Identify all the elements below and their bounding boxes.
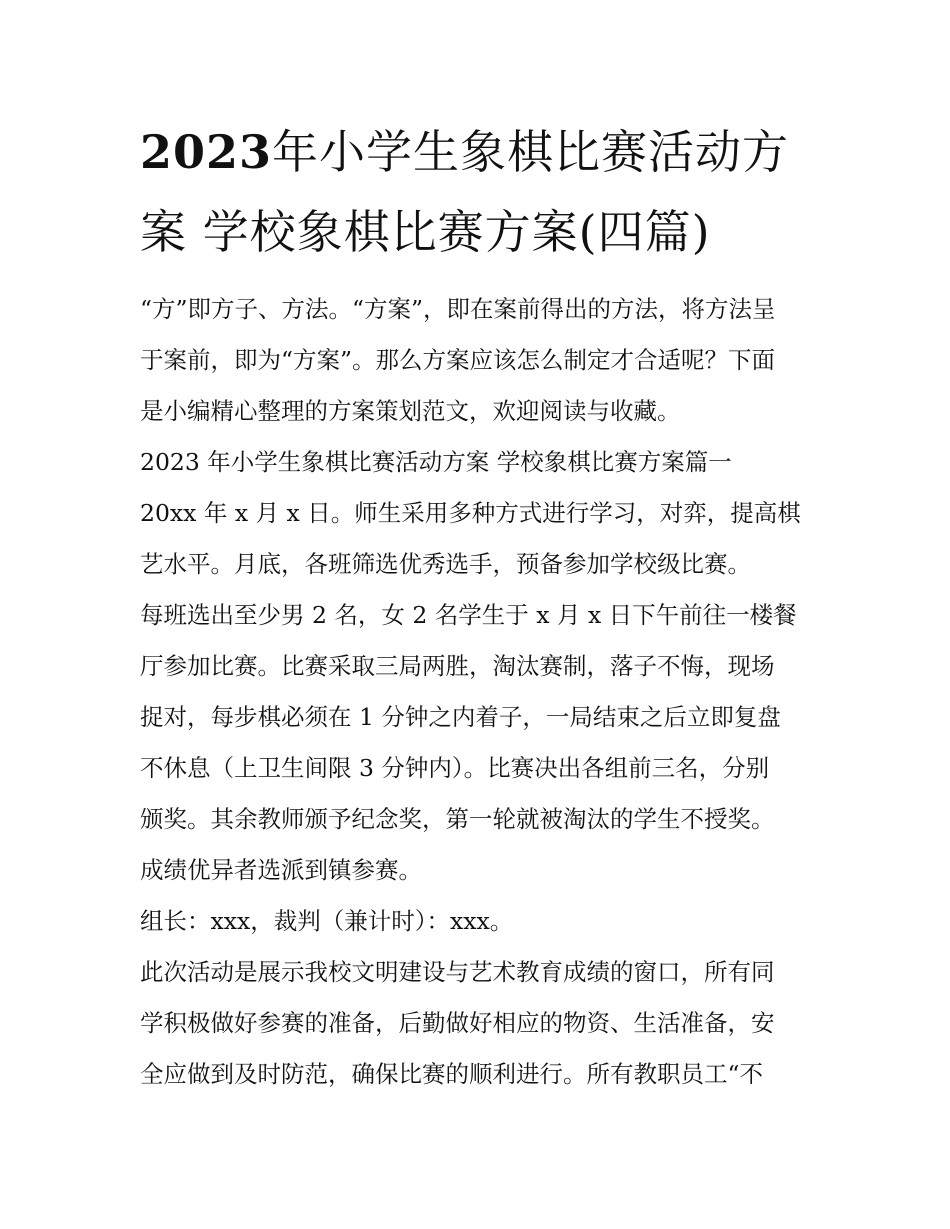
body-line-10: 不休息（上卫生间限 3 分钟内）。比赛决出各组前三名，分别 (140, 754, 770, 782)
body-line-13: 组长：xxx，裁判（兼计时）：xxx。 (140, 907, 514, 935)
body-line-14: 此次活动是展示我校文明建设与艺术教育成绩的窗口，所有同 (140, 958, 775, 986)
body-line-9: 捉对，每步棋必须在 1 分钟之内着子，一局结束之后立即复盘 (140, 703, 781, 731)
body-line-11: 颁奖。其余教师颁予纪念奖，第一轮就被淘汰的学生不授奖。 (140, 805, 775, 833)
body-line-15: 学积极做好参赛的准备，后勤做好相应的物资、生活准备，安 (140, 1009, 775, 1037)
body-line-3: 是小编精心整理的方案策划范文，欢迎阅读与收藏。 (140, 397, 681, 425)
body-line-5: 20xx 年 x 月 x 日。师生采用多种方式进行学习，对弈，提高棋 (140, 499, 801, 527)
body-line-8: 厅参加比赛。比赛采取三局两胜，淘汰赛制，落子不悔，现场 (140, 652, 775, 680)
body-line-2: 于案前，即为“方案”。那么方案应该怎么制定才合适呢？下面 (140, 346, 776, 374)
body-line-1: “方”即方子、方法。“方案”，即在案前得出的方法，将方法呈 (140, 295, 776, 323)
title-year: 2023 (140, 125, 273, 179)
title-line-1: 年小学生象棋比赛活动方 (272, 125, 790, 179)
body-line-16: 全应做到及时防范，确保比赛的顺利进行。所有教职员工“不 (140, 1060, 764, 1088)
body-line-7: 每班选出至少男 2 名，女 2 名学生于 x 月 x 日下午前往一楼餐 (140, 601, 797, 629)
body-line-12: 成绩优异者选派到镇参赛。 (140, 856, 422, 884)
body-line-6: 艺水平。月底，各班筛选优秀选手，预备参加学校级比赛。 (140, 550, 751, 578)
section-heading: 2023 年小学生象棋比赛活动方案 学校象棋比赛方案篇一 (140, 448, 732, 476)
document-content (140, 112, 815, 1100)
title-line-2: 案 学校象棋比赛方案(四篇) (140, 205, 711, 259)
document-title (140, 112, 815, 272)
